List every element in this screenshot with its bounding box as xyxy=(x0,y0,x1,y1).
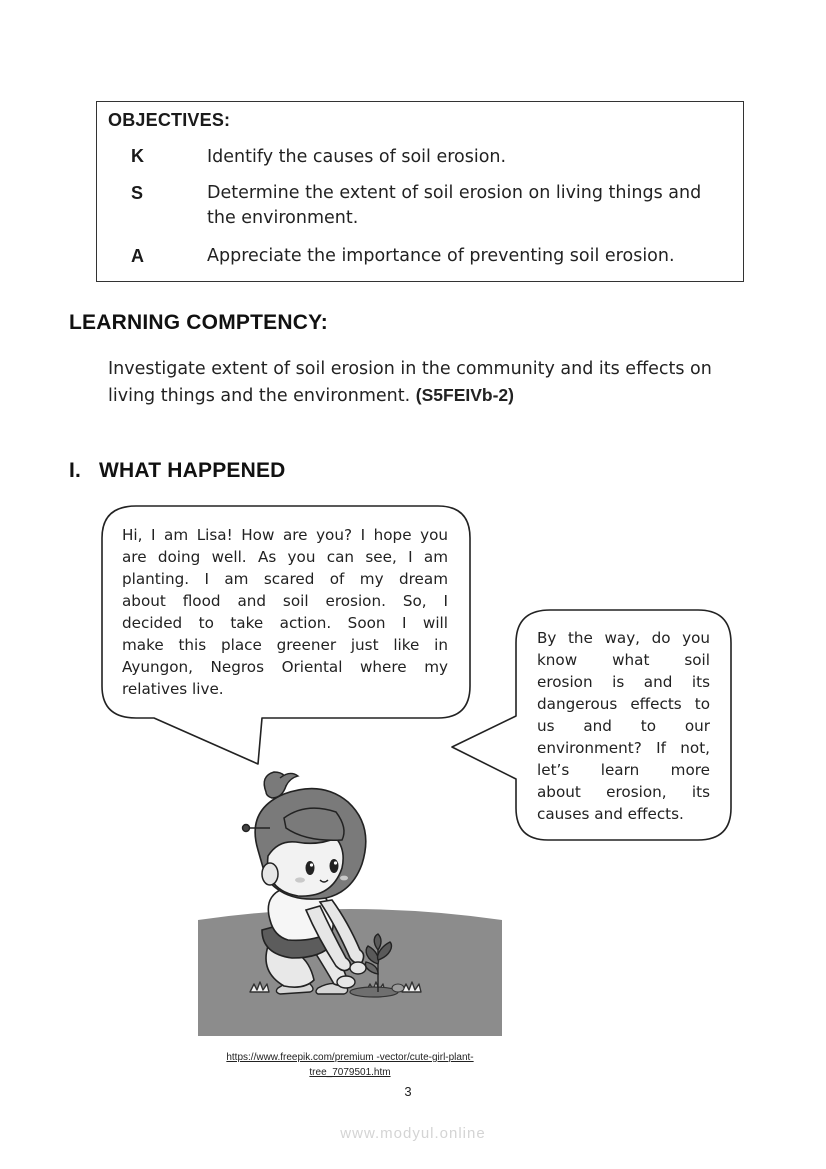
competency-code: (S5FEIVb-2) xyxy=(415,385,514,405)
left-bubble-line: relatives live. xyxy=(122,680,224,698)
left-bubble-text xyxy=(122,524,448,700)
left-bubble-line: decided to take action. Soon I will xyxy=(122,614,448,632)
objective-letter-a: A xyxy=(131,246,144,266)
objective-text-s-line1: Determine the extent of soil erosion on living things and xyxy=(207,183,702,203)
left-bubble-line: make this place greener just like in xyxy=(122,636,448,654)
image-credit-line-2: tree_7079501.htm xyxy=(309,1067,391,1078)
image-credit-line-1: https://www.freepik.com/premium -vector/cute-girl-plant- xyxy=(226,1052,474,1063)
left-bubble-line: Ayungon, Negros Oriental where my xyxy=(122,658,448,676)
right-bubble-line: By the way, do you xyxy=(537,629,710,647)
objective-text-k: Identify the causes of soil erosion. xyxy=(207,147,507,167)
left-bubble-line: about flood and soil erosion. So, I xyxy=(122,592,448,610)
left-bubble-line: are doing well. As you can see, I am xyxy=(122,548,448,566)
objective-letter-k: K xyxy=(131,146,144,166)
right-bubble-line: causes and effects. xyxy=(537,805,684,823)
competency-line-2-text: living things and the environment. xyxy=(108,386,411,406)
competency-heading: LEARNING COMPTENCY: xyxy=(69,311,328,334)
right-bubble-text xyxy=(537,627,710,825)
left-bubble-line: planting. I am scared of my dream xyxy=(122,570,448,588)
right-bubble-line: dangerous effects to xyxy=(537,695,710,713)
right-bubble-line: erosion is and its xyxy=(537,673,710,691)
objectives-title: OBJECTIVES: xyxy=(108,110,231,130)
girl-planting-seedling-illustration xyxy=(198,770,502,1036)
section-number: I. xyxy=(69,459,82,482)
right-bubble-line: us and to our xyxy=(537,717,710,735)
page-number: 3 xyxy=(404,1084,412,1099)
left-bubble-line: Hi, I am Lisa! How are you? I hope you xyxy=(122,526,448,544)
section-title: WHAT HAPPENED xyxy=(99,459,286,482)
right-bubble-line: about erosion, its xyxy=(537,783,710,801)
objective-text-s-line2: the environment. xyxy=(207,208,359,228)
objective-text-a: Appreciate the importance of preventing soil erosion. xyxy=(207,246,675,266)
right-bubble-line: let’s learn more xyxy=(537,761,710,779)
right-bubble-line: know what soil xyxy=(537,651,710,669)
watermark: www.modyul.online xyxy=(340,1125,486,1142)
objective-letter-s: S xyxy=(131,183,144,203)
image-credit-link[interactable] xyxy=(198,1050,502,1080)
right-bubble-line: environment? If not, xyxy=(537,739,710,757)
competency-line-1: Investigate extent of soil erosion in the community and its effects on xyxy=(108,359,712,379)
